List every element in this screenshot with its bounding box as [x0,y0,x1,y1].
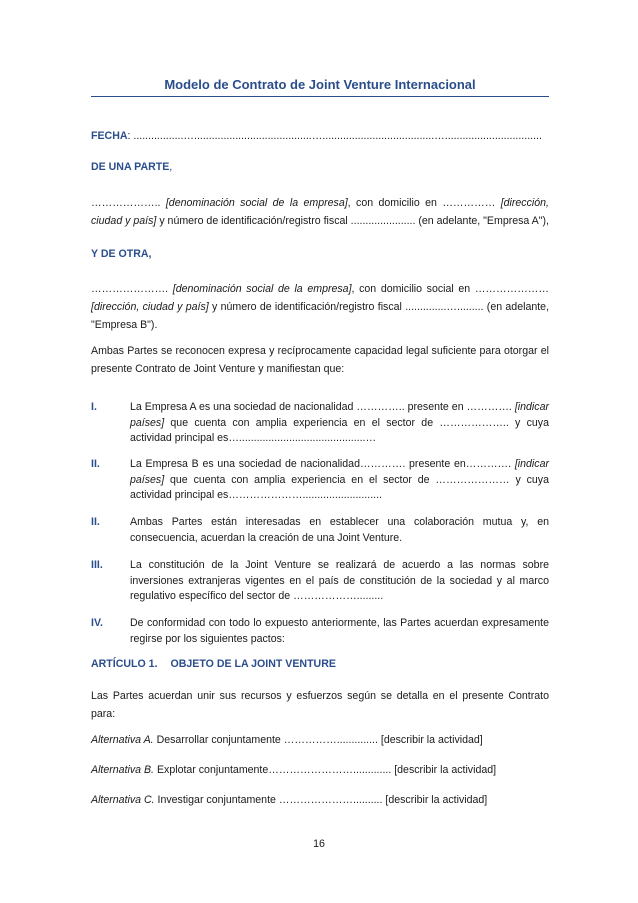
parte2-paragraph: …………………. [denominación social de la empresa], con domicilio social en ………………… [dirección, ciudad y país] y número de identificación/registro fiscal ..............…......... (en adelante, "Empresa B"). [91,283,550,331]
alternative-line: Alternativa B. Explotar conjuntamente……………………............. [describir la actividad] [91,764,497,776]
fecha-line [91,127,549,145]
list-item: IV. De conformidad con todo lo expuesto anteriormente, las Partes acuerdan expresamente regirse por los siguientes pactos: [91,617,549,645]
list-item: II. Ambas Partes están interesadas en establecer una colaboración mutua y, en consecuencia, acuerdan la creación de una Joint Venture. [91,516,549,544]
parte1-heading: DE UNA PARTE, [91,161,173,173]
list-item: II. La Empresa B es una sociedad de nacionalidad…………. presente en…………. [indicar países] que cuenta con amplia experiencia en el sector de ………………… y cuya actividad principal es…………………........................... [91,458,549,501]
alternative-line: Alternativa A. Desarrollar conjuntamente …………….............. [describir la actividad] [91,734,483,746]
intro-paragraph: Ambas Partes se reconocen expresa y recíprocamente capacidad legal suficiente para otorgar el presente Contrato de Joint Venture y manifiestan que: [91,345,549,375]
alternative-line: Alternativa C. Investigar conjuntamente ………………….......... [describir la actividad] [91,794,488,806]
fecha-label: FECHA [91,130,128,142]
parte2-heading: Y DE OTRA, [91,248,152,260]
article-paragraph: Las Partes acuerdan unir sus recursos y esfuerzos según se detalla en el presente Contrato para: [91,690,549,720]
fecha-blank: : .................…........................................…......................................…................................. [127,130,542,142]
page-number: 16 [313,838,325,850]
document-title: Modelo de Contrato de Joint Venture Internacional [91,77,549,97]
parte1-paragraph: ……………….. [denominación social de la empresa], con domicilio en …………… [dirección, ciudad y país] y número de identificación/registro fiscal ...................... (en adelante, "Empresa A"), [91,197,549,227]
list-item: III. La constitución de la Joint Venture se realizará de acuerdo a las normas sobre inversiones extranjeras vigentes en el país de constitución de la sociedad y al marco regulativo específico del sector de ………………......... [91,559,549,602]
list-item: I. La Empresa A es una sociedad de nacionalidad ………….. presente en …………. [indicar países] que cuenta con amplia experiencia en el sector de ……………….. y cuya actividad principal es…...........................................… [91,401,549,444]
article-heading: ARTÍCULO 1. OBJETO DE LA JOINT VENTURE [91,658,336,670]
